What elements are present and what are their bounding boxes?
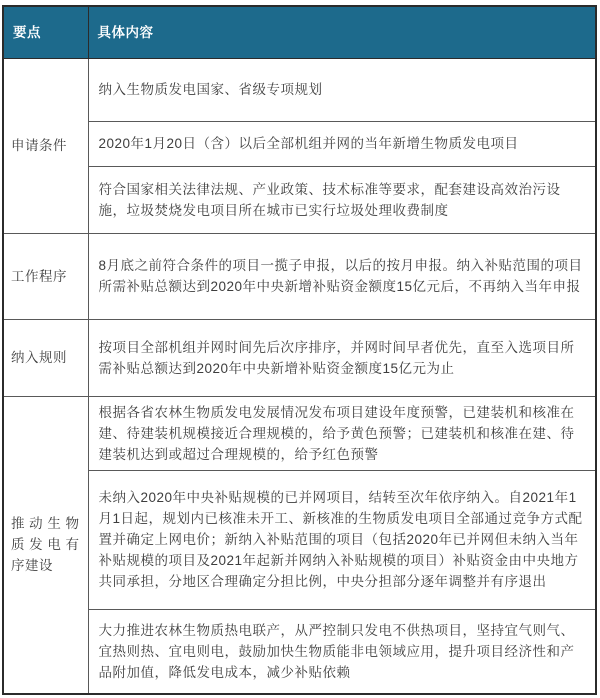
policy-table <box>2 5 597 695</box>
section-label-orderly-construction: 推动生物质发电有序建设 <box>3 396 88 694</box>
table-row <box>3 319 596 396</box>
header-cell-details: 具体内容 <box>88 6 596 58</box>
table-cell: 按项目全部机组并网时间先后次序排序，并网时间早者优先，直至入选项目所需补贴总额达到2020年中央新增补贴资金额度15亿元为止 <box>88 319 596 396</box>
table-header-row <box>3 6 596 58</box>
table-row <box>3 396 596 470</box>
table-cell: 8月底之前符合条件的项目一揽子申报，以后的按月申报。纳入补贴范围的项目所需补贴总额达到2020年中央新增补贴资金额度15亿元后，不再纳入当年申报 <box>88 233 596 319</box>
table-row <box>3 609 596 694</box>
table-cell: 根据各省农林生物质发电发展情况发布项目建设年度预警，已建装机和核准在建、待建装机规模接近合理规模的，给予黄色预警；已建装机和核准在建、待建装机达到或超过合理规模的，给予红色预警 <box>88 396 596 470</box>
table-cell: 2020年1月20日（含）以后全部机组并网的当年新增生物质发电项目 <box>88 121 596 166</box>
table-cell: 大力推进农林生物质热电联产，从严控制只发电不供热项目，坚持宜气则气、宜热则热、宜电则电，鼓励加快生物质能非电领域应用，提升项目经济性和产品附加值，降低发电成本，减少补贴依赖 <box>88 609 596 694</box>
section-label-inclusion-rules: 纳入规则 <box>3 319 88 396</box>
section-label-work-procedure: 工作程序 <box>3 233 88 319</box>
table-cell: 纳入生物质发电国家、省级专项规划 <box>88 58 596 121</box>
table-row <box>3 58 596 121</box>
table-row <box>3 121 596 166</box>
table-row <box>3 166 596 233</box>
table-row <box>3 470 596 609</box>
section-label-application-conditions: 申请条件 <box>3 58 88 233</box>
table-row <box>3 233 596 319</box>
table-cell: 未纳入2020年中央补贴规模的已并网项目，结转至次年依序纳入。自2021年1月1日起，规划内已核准未开工、新核准的生物质发电项目全部通过竞争方式配置并确定上网电价；新纳入补贴范围的项目（包括2020年已并网但未纳入当年补贴规模的项目及2021年起新并网纳入补贴规模的项目）补贴资金由中央地方共同承担，分地区合理确定分担比例，中央分担部分逐年调整并有序退出 <box>88 470 596 609</box>
table-cell: 符合国家相关法律法规、产业政策、技术标准等要求，配套建设高效治污设施，垃圾焚烧发电项目所在城市已实行垃圾处理收费制度 <box>88 166 596 233</box>
header-cell-keypoints: 要点 <box>3 6 88 58</box>
